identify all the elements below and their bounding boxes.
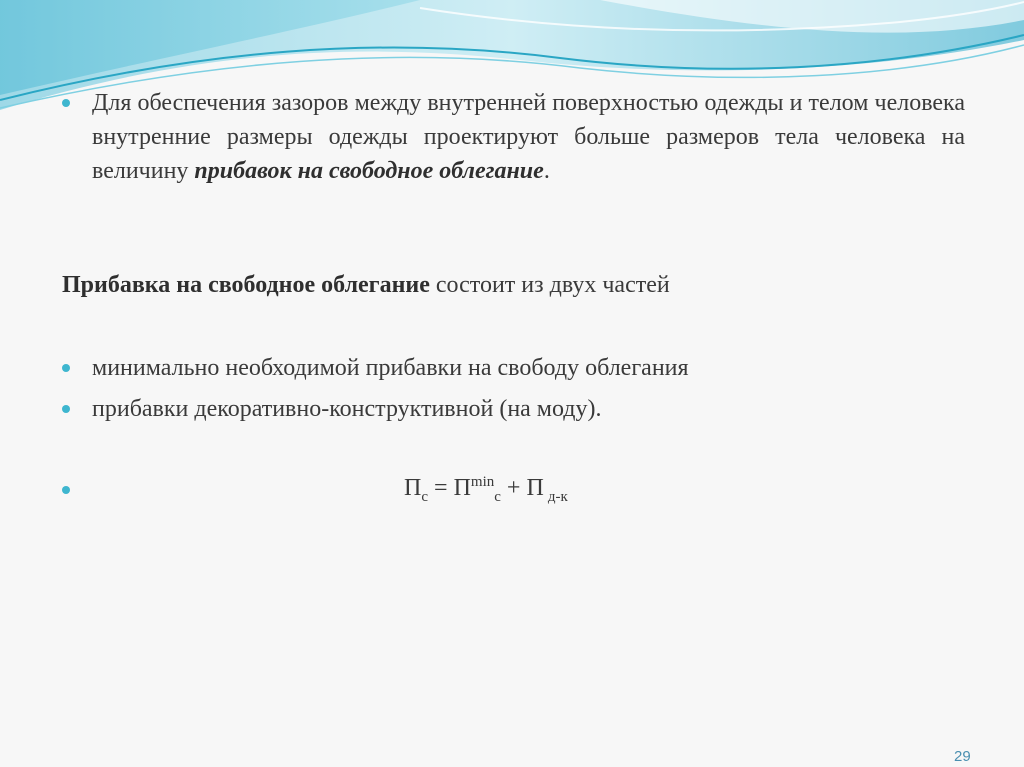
formula-lhs: П	[404, 475, 422, 501]
intro-paragraph	[92, 86, 965, 188]
page-number: 29	[954, 748, 971, 765]
list-item-decorative: прибавки декоративно-конструктивной (на моду).	[92, 396, 602, 422]
formula-term1-sup: min	[470, 474, 495, 490]
section-heading	[62, 268, 670, 302]
intro-text: Для обеспечения зазоров между внутренней поверхностью одежды и телом человека внутренние размеры одежды проектируют больше размеров тела человека на величину	[92, 90, 965, 184]
bullet-icon	[62, 405, 70, 413]
formula	[404, 474, 568, 506]
heading-bold: Прибавка на свободное облегание	[62, 272, 430, 298]
formula-term1: П	[453, 475, 471, 501]
intro-emphasis: прибавок на свободное облегание	[194, 158, 544, 184]
intro-end: .	[543, 158, 550, 184]
list-item-minimal: минимально необходимой прибавки на свободу облегания	[92, 355, 689, 381]
formula-term2-sub: д-к	[547, 488, 568, 505]
formula-lhs-sub: с	[421, 488, 429, 505]
formula-equals: =	[428, 475, 454, 501]
formula-term1-sub: с	[494, 488, 501, 505]
formula-term2: П	[526, 475, 544, 501]
bullet-icon	[62, 364, 70, 372]
bullet-icon	[62, 486, 70, 494]
heading-rest: состоит из двух частей	[429, 272, 670, 298]
formula-plus: +	[500, 475, 527, 501]
bullet-icon	[62, 99, 70, 107]
